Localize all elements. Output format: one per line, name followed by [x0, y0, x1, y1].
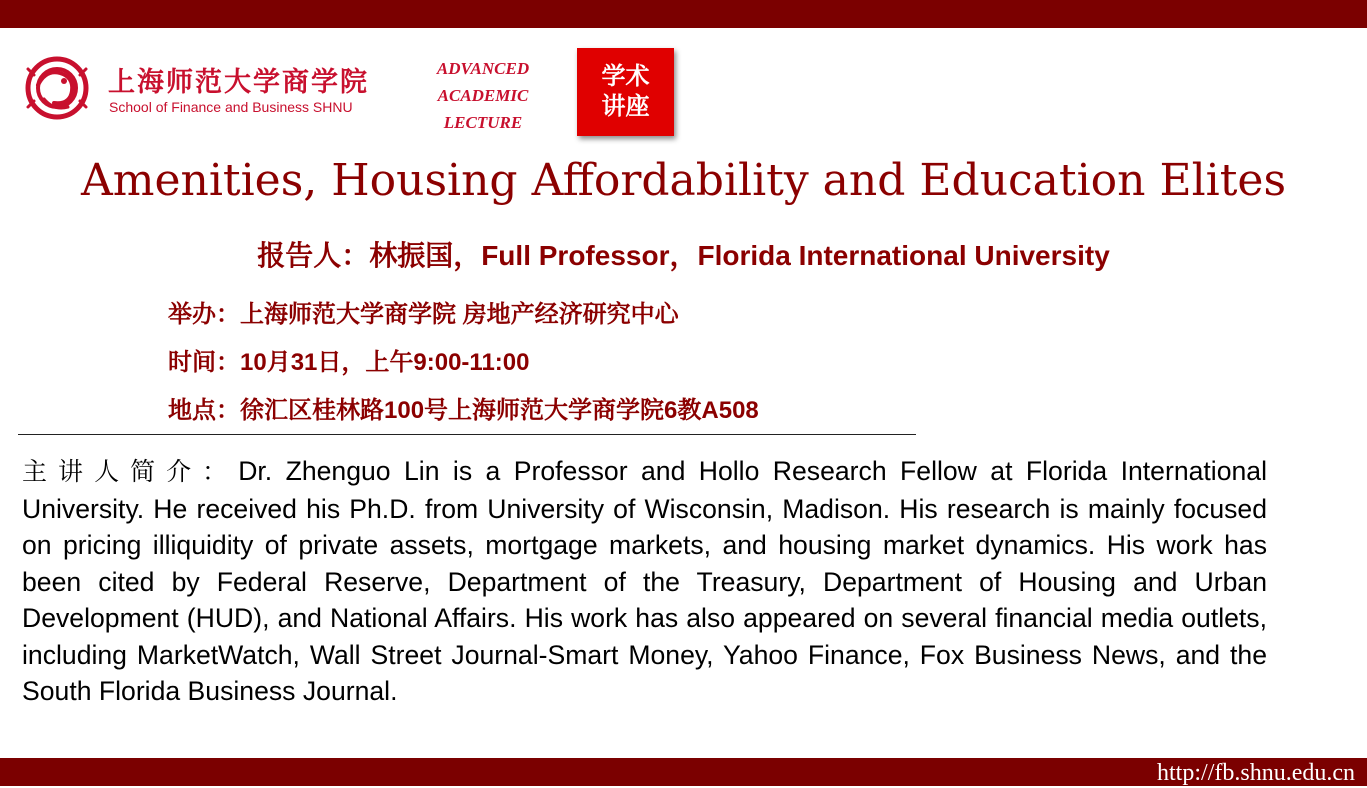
host-line: 举办：上海师范大学商学院 房地产经济研究中心	[168, 301, 679, 328]
bio-label: 主讲人简介：	[22, 457, 239, 486]
lecture-badge-line-2: 讲座	[601, 93, 650, 120]
lecture-badge	[577, 48, 674, 136]
time-line: 时间：10月31日，上午9:00-11:00	[168, 349, 530, 376]
speaker-line: 报告人：林振国，Full Professor，Florida International University	[257, 240, 1110, 271]
lecture-title: Amenities, Housing Affordability and Education Elites	[80, 155, 1287, 206]
lecture-line: LECTURE	[443, 113, 523, 132]
top-banner	[0, 0, 1367, 28]
dragon-emblem-icon	[24, 55, 90, 121]
advanced-lecture-tag	[418, 55, 548, 136]
advanced-line: ADVANCED	[436, 59, 530, 78]
lecture-badge-line-1: 学术	[601, 63, 650, 90]
school-name-en: School of Finance and Business SHNU	[109, 99, 353, 115]
bio-text: Dr. Zhenguo Lin is a Professor and Hollo Research Fellow at Florida International University. He received his Ph.D. from University of Wisconsin, Madison. His research is mainly focused on pricing illiquidity of private assets, mortgage markets, and housing market dynamics. His work has been cited by Federal Reserve, Department of the Treasury, Department of Housing and Urban Development (HUD), and National Affairs. His work has also appeared on several financial media outlets, including MarketWatch, Wall Street Journal-Smart Money, Yahoo Finance, Fox Business News, and the South Florida Business Journal.	[22, 456, 1267, 706]
academic-line: ACADEMIC	[437, 86, 529, 105]
divider	[18, 434, 916, 435]
speaker-bio	[22, 453, 1267, 710]
website-url[interactable]: http://fb.shnu.edu.cn	[1157, 760, 1355, 786]
school-name-cn: 上海师范大学商学院	[108, 67, 369, 98]
location-line: 地点：徐汇区桂林路100号上海师范大学商学院6教A508	[168, 397, 759, 424]
